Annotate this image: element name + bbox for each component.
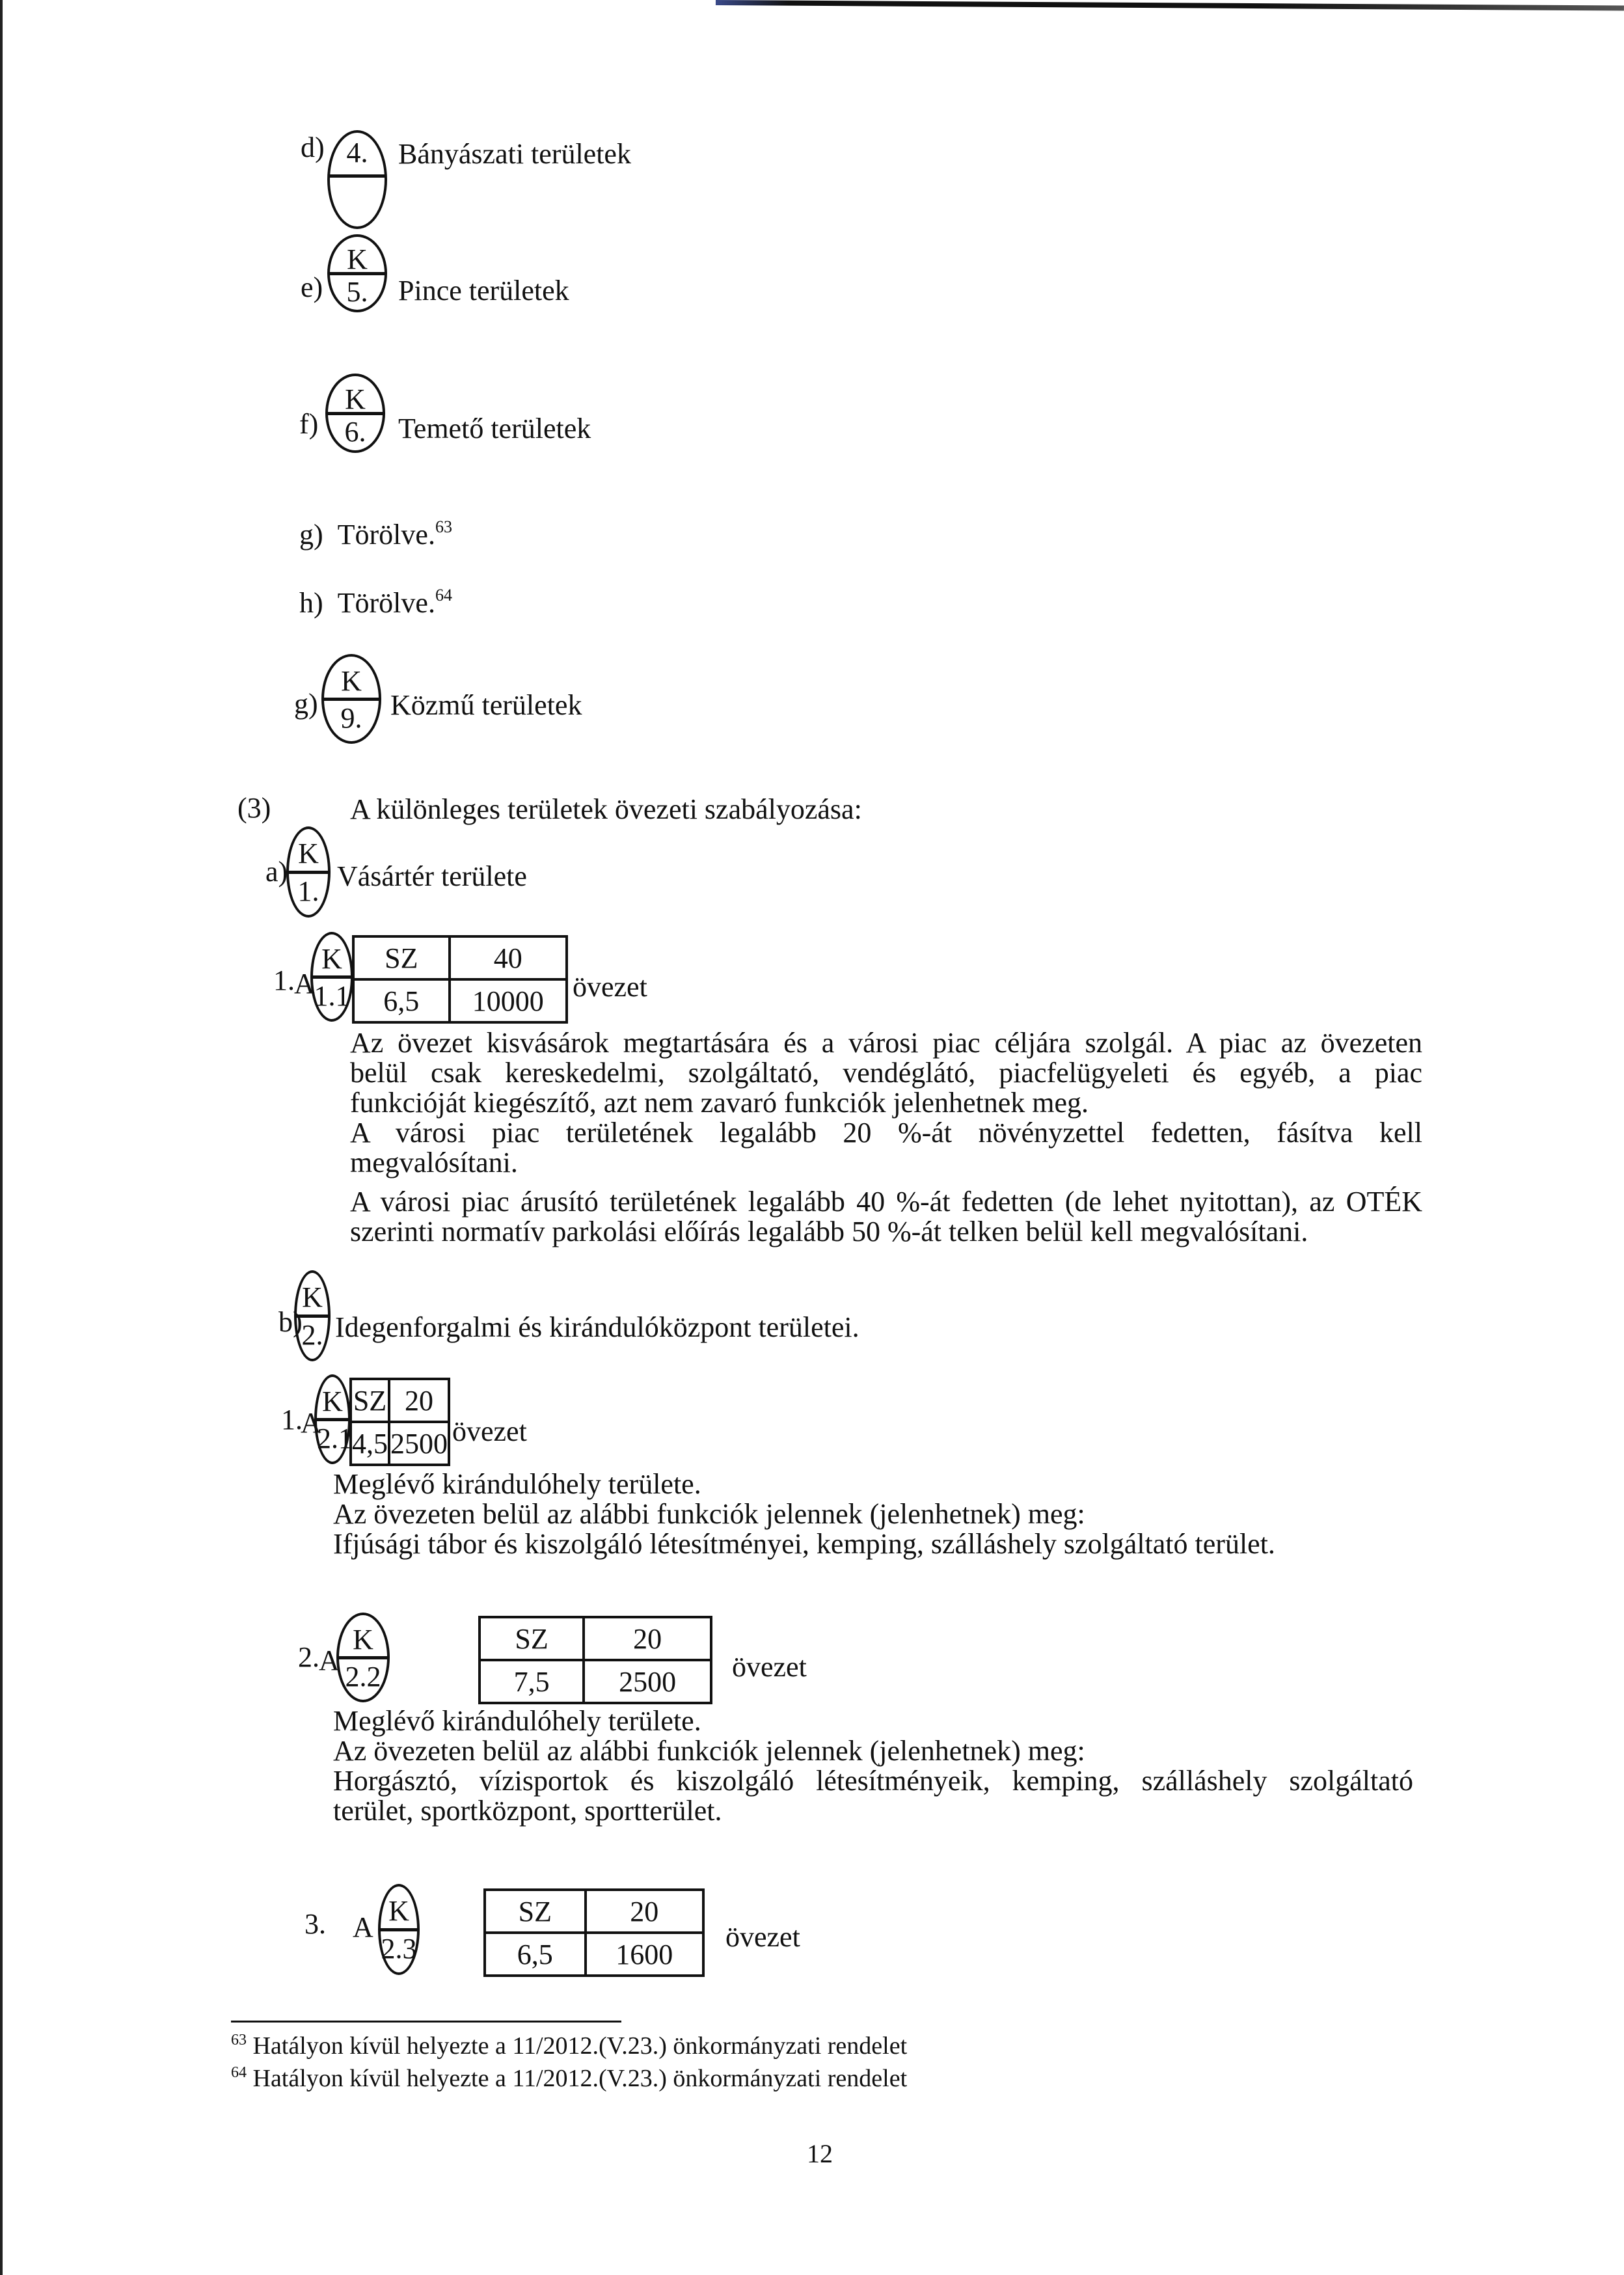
zone-description bbox=[333, 1706, 1413, 1826]
section-heading: A különleges területek övezeti szabályozása: bbox=[350, 793, 862, 825]
zone-symbol bbox=[321, 654, 381, 744]
zone-param-coverage: 40 bbox=[450, 936, 567, 979]
zone-parameter-table bbox=[478, 1616, 712, 1704]
desc-line: funkcióját kiegészítő, azt nem zavaró funkciók jelenhetnek meg. bbox=[350, 1087, 1089, 1119]
zone-number: 1. bbox=[281, 1404, 303, 1436]
zone-symbol-divider bbox=[330, 272, 385, 275]
zone-code-top: K bbox=[353, 1623, 373, 1655]
footnote-text: Hatályon kívül helyezte a 11/2012.(V.23.) önkormányzati rendelet bbox=[252, 2065, 908, 2092]
item-label: g) bbox=[299, 519, 323, 551]
zone-suffix: övezet bbox=[732, 1651, 807, 1683]
zone-article: A bbox=[301, 1407, 321, 1439]
zone-description bbox=[333, 1469, 1439, 1559]
zone-param-coverage: 20 bbox=[389, 1379, 449, 1422]
zone-code-symbol bbox=[310, 932, 353, 1022]
zone-code-top: K bbox=[322, 1385, 343, 1417]
desc-line: Az övezeten belül az alábbi funkciók jelennek (jelenhetnek) meg: bbox=[333, 1498, 1085, 1530]
desc-line: terület, sportközpont, sportterület. bbox=[333, 1795, 722, 1827]
footnote bbox=[231, 2034, 907, 2058]
zone-symbol-bottom: 2. bbox=[301, 1318, 323, 1351]
zone-param-min-lot: 1600 bbox=[586, 1933, 703, 1976]
item-text: Közmű területek bbox=[390, 689, 582, 721]
zone-article: A bbox=[353, 1911, 373, 1943]
zone-param-min-lot: 10000 bbox=[450, 979, 567, 1022]
zone-symbol-top: K bbox=[345, 383, 366, 415]
desc-line: Az övezeten belül az alábbi funkciók jelennek (jelenhetnek) meg: bbox=[333, 1735, 1085, 1767]
zone-param-building-type: SZ bbox=[353, 936, 450, 979]
zone-symbol-divider bbox=[289, 871, 328, 874]
item-label: a) bbox=[265, 856, 288, 888]
zone-code-symbol bbox=[378, 1884, 420, 1975]
zone-code-top: K bbox=[321, 942, 342, 975]
footnote-separator bbox=[231, 2021, 621, 2023]
zone-code-symbol bbox=[336, 1613, 390, 1702]
zone-symbol-bottom: 1. bbox=[297, 875, 319, 907]
zone-param-coverage: 20 bbox=[586, 1890, 703, 1933]
zone-article: A bbox=[319, 1644, 340, 1676]
zone-article: A bbox=[294, 968, 315, 1000]
desc-line: A városi piac területének legalább 20 %-át növényzettel fedetten, fásítva kell bbox=[350, 1117, 1422, 1149]
item-text: Temető területek bbox=[398, 413, 591, 444]
zone-number: 1. bbox=[273, 964, 295, 996]
item-text: Törölve. bbox=[337, 587, 435, 619]
footnote-ref[interactable]: 64 bbox=[435, 586, 452, 605]
section-number: (3) bbox=[237, 792, 271, 824]
zone-symbol bbox=[327, 234, 387, 312]
desc-line: Horgásztó, vízisportok és kiszolgáló létesítményeik, kemping, szálláshely szolgáltató bbox=[333, 1765, 1413, 1797]
item-title: Idegenforgalmi és kirándulóközpont területei. bbox=[335, 1311, 859, 1343]
zone-symbol-divider bbox=[339, 1656, 387, 1659]
zone-symbol-divider bbox=[328, 412, 383, 415]
item-label: b) bbox=[278, 1306, 303, 1338]
desc-line: A városi piac árusító területének legalább 40 %-át fedetten (de lehet nyitottan), az OTÉK bbox=[350, 1186, 1422, 1218]
zone-param-height: 7,5 bbox=[480, 1660, 584, 1703]
zone-symbol-divider bbox=[330, 174, 385, 178]
zone-code-symbol bbox=[314, 1374, 351, 1464]
zone-code-bottom: 2.2 bbox=[345, 1660, 381, 1693]
zone-symbol-bottom: 5. bbox=[346, 275, 368, 308]
desc-line: Az övezet kisvásárok megtartására és a városi piac céljára szolgál. A piac az övezeten bbox=[350, 1027, 1422, 1059]
item-label: e) bbox=[301, 271, 323, 303]
zone-symbol bbox=[286, 826, 331, 918]
zone-symbol-divider bbox=[297, 1315, 328, 1318]
footnote-text: Hatályon kívül helyezte a 11/2012.(V.23.) önkormányzati rendelet bbox=[252, 2032, 908, 2060]
zone-symbol-divider bbox=[381, 1928, 417, 1931]
zone-number: 2. bbox=[298, 1641, 319, 1673]
zone-code-bottom: 2.3 bbox=[381, 1932, 417, 1965]
zone-suffix: övezet bbox=[725, 1921, 800, 1953]
desc-line: Meglévő kirándulóhely területe. bbox=[333, 1705, 701, 1737]
desc-line: Meglévő kirándulóhely területe. bbox=[333, 1468, 701, 1500]
zone-symbol-top: K bbox=[347, 243, 368, 276]
item-title: Vásártér területe bbox=[337, 860, 527, 892]
zone-symbol-top: K bbox=[341, 664, 362, 697]
deleted-item bbox=[299, 586, 452, 619]
zone-param-min-lot: 2500 bbox=[584, 1660, 711, 1703]
zone-symbol-top: K bbox=[302, 1281, 323, 1313]
zone-symbol-divider bbox=[313, 975, 351, 979]
zone-code-top: K bbox=[388, 1894, 409, 1927]
zone-parameter-table bbox=[349, 1378, 450, 1466]
zone-symbol bbox=[325, 374, 385, 453]
zone-suffix: övezet bbox=[573, 971, 647, 1003]
zone-param-coverage: 20 bbox=[584, 1617, 711, 1660]
scan-edge bbox=[0, 0, 3, 2275]
item-text: Törölve. bbox=[337, 519, 435, 551]
item-label: d) bbox=[301, 131, 325, 163]
zone-param-min-lot: 2500 bbox=[389, 1422, 449, 1465]
zone-param-height: 6,5 bbox=[353, 979, 450, 1022]
zone-symbol-top: K bbox=[298, 837, 319, 869]
footnote-mark: 64 bbox=[231, 2064, 247, 2081]
scan-edge bbox=[716, 0, 1624, 11]
zone-code-bottom: 1.1 bbox=[314, 979, 350, 1012]
footnote-mark: 63 bbox=[231, 2032, 247, 2049]
page-number: 12 bbox=[807, 2139, 833, 2168]
zone-param-height: 6,5 bbox=[485, 1933, 586, 1976]
zone-code-bottom: 2.1 bbox=[317, 1422, 353, 1454]
desc-line: megvalósítani. bbox=[350, 1147, 518, 1178]
zone-symbol bbox=[294, 1270, 331, 1361]
item-label: h) bbox=[299, 587, 323, 619]
zone-symbol bbox=[327, 130, 387, 229]
desc-line: belül csak kereskedelmi, szolgáltató, vendéglátó, piacfelügyeleti és egyéb, a piac bbox=[350, 1057, 1422, 1089]
zone-number: 3. bbox=[304, 1908, 326, 1940]
item-label: f) bbox=[299, 408, 319, 440]
footnote-ref[interactable]: 63 bbox=[435, 517, 452, 536]
zone-parameter-table bbox=[483, 1888, 705, 1977]
desc-line: Ifjúsági tábor és kiszolgáló létesítményei, kemping, szálláshely szolgáltató terület. bbox=[333, 1528, 1275, 1560]
zone-symbol-divider bbox=[324, 698, 379, 701]
zone-description bbox=[350, 1028, 1422, 1247]
zone-symbol-bottom: 6. bbox=[344, 415, 366, 448]
footnote bbox=[231, 2066, 907, 2091]
zone-symbol-bottom: 9. bbox=[340, 702, 362, 734]
zone-param-building-type: SZ bbox=[480, 1617, 584, 1660]
zone-suffix: övezet bbox=[452, 1415, 527, 1447]
deleted-item bbox=[299, 517, 452, 551]
item-label: g) bbox=[294, 688, 318, 720]
item-text: Pince területek bbox=[398, 275, 569, 307]
desc-line: szerinti normatív parkolási előírás legalább 50 %-át telken belül kell megvalósítani. bbox=[350, 1216, 1308, 1247]
zone-param-height: 4,5 bbox=[351, 1422, 389, 1465]
zone-param-building-type: SZ bbox=[485, 1890, 586, 1933]
zone-symbol-top: 4. bbox=[346, 136, 368, 169]
zone-symbol-divider bbox=[317, 1418, 348, 1421]
zone-parameter-table bbox=[352, 935, 568, 1024]
item-text: Bányászati területek bbox=[398, 138, 631, 170]
zone-param-building-type: SZ bbox=[351, 1379, 389, 1422]
